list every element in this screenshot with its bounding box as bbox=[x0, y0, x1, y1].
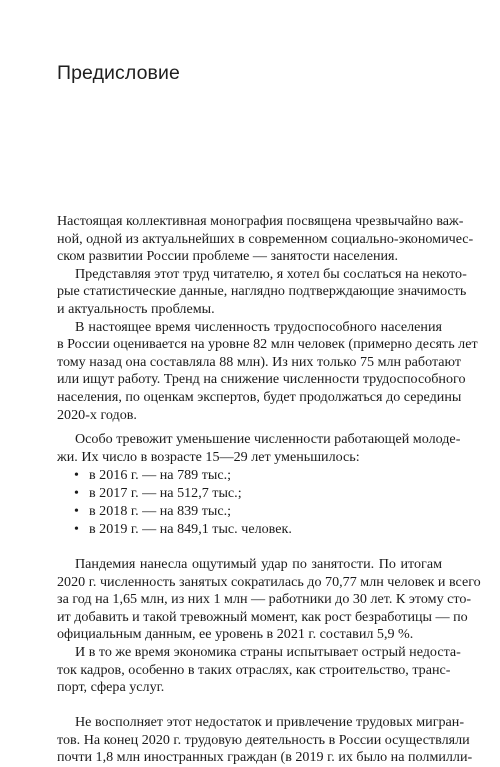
list-item-text: в 2019 г. — на 849,1 тыс. человек. bbox=[89, 520, 292, 537]
text-line: за год на 1,65 млн, из них 1 млн — работники до 30 лет. К этому сто- bbox=[57, 591, 472, 608]
list-item-text: в 2017 г. — на 512,7 тыс.; bbox=[89, 485, 242, 502]
paragraph-3 bbox=[57, 318, 478, 425]
text-line: ток кадров, особенно в таких отраслях, как строительство, транс- bbox=[57, 661, 451, 678]
bullet-icon: • bbox=[74, 502, 79, 519]
list-item bbox=[57, 503, 442, 521]
text-line: ском развитии России проблеме — занятости населения. bbox=[57, 248, 399, 265]
text-line: ной, одной из актуальнейших в современном социально-экономичес- bbox=[57, 230, 474, 247]
spacer bbox=[57, 539, 442, 557]
text-line: жи. Их число в возрасте 15—29 лет уменьшилось: bbox=[57, 448, 360, 465]
text-line: Не восполняет этот недостаток и привлечение трудовых мигран- bbox=[75, 714, 465, 731]
text-line: официальным данным, ее уровень в 2021 г. составил 5,9 %. bbox=[57, 626, 414, 643]
text-line: или ищут работу. Тренд на снижение численности трудоспособного bbox=[57, 371, 466, 388]
paragraph-7 bbox=[57, 714, 473, 767]
paragraph-5 bbox=[57, 556, 481, 644]
list-item-text: в 2018 г. — на 839 тыс.; bbox=[89, 502, 232, 519]
text-line: Особо тревожит уменьшение численности работающей молоде- bbox=[75, 431, 461, 448]
text-line: в России оценивается на уровне 82 млн человек (примерно десять лет bbox=[57, 336, 478, 353]
text-line: Представляя этот труд читателю, я хотел бы сослаться на некото- bbox=[75, 265, 467, 282]
text-line: Пандемия нанесла ощутимый удар по занятости. По итогам bbox=[75, 556, 442, 572]
paragraph-1 bbox=[57, 213, 474, 266]
text-line: И в то же время экономика страны испытывает острый недоста- bbox=[75, 643, 461, 660]
list-item bbox=[57, 485, 442, 503]
text-line: почти 1,8 млн иностранных граждан (в 2019 г. их было на полмилли- bbox=[57, 749, 473, 766]
bullet-icon: • bbox=[74, 485, 79, 502]
text-line: населения, по оценкам экспертов, будет продолжаться до середины bbox=[57, 388, 462, 405]
bullet-icon: • bbox=[74, 467, 79, 484]
list-item bbox=[57, 521, 442, 539]
text-line: рые статистические данные, наглядно подтверждающие значимость bbox=[57, 283, 467, 300]
text-line: и актуальность проблемы. bbox=[57, 300, 215, 317]
list-item bbox=[57, 467, 442, 485]
text-line: ит добавить и такой тревожный момент, как рост безработицы — по bbox=[57, 608, 468, 625]
text-line: тому назад она составляла 88 млн). Из них только 75 млн работают bbox=[57, 353, 462, 370]
year-list bbox=[57, 467, 442, 538]
text-line: порт, сфера услуг. bbox=[57, 679, 165, 696]
text-line: Настоящая коллективная монография посвящена чрезвычайно важ- bbox=[57, 213, 464, 229]
page-body bbox=[57, 213, 481, 767]
text-line: тов. На конец 2020 г. трудовую деятельность в России осуществляли bbox=[57, 731, 470, 748]
text-line: 2020-х годов. bbox=[57, 406, 137, 423]
page-heading: Предисловие bbox=[57, 62, 180, 84]
paragraph-6 bbox=[57, 643, 461, 697]
bullet-icon: • bbox=[74, 520, 79, 537]
paragraph-4 bbox=[57, 431, 461, 466]
text-line: 2020 г. численность занятых сократилась до 70,77 млн человек и всего bbox=[57, 573, 481, 590]
list-item-text: в 2016 г. — на 789 тыс.; bbox=[89, 467, 232, 484]
spacer bbox=[57, 697, 442, 715]
text-line: В настоящее время численность трудоспособного населения bbox=[75, 318, 442, 335]
paragraph-2 bbox=[57, 265, 467, 319]
